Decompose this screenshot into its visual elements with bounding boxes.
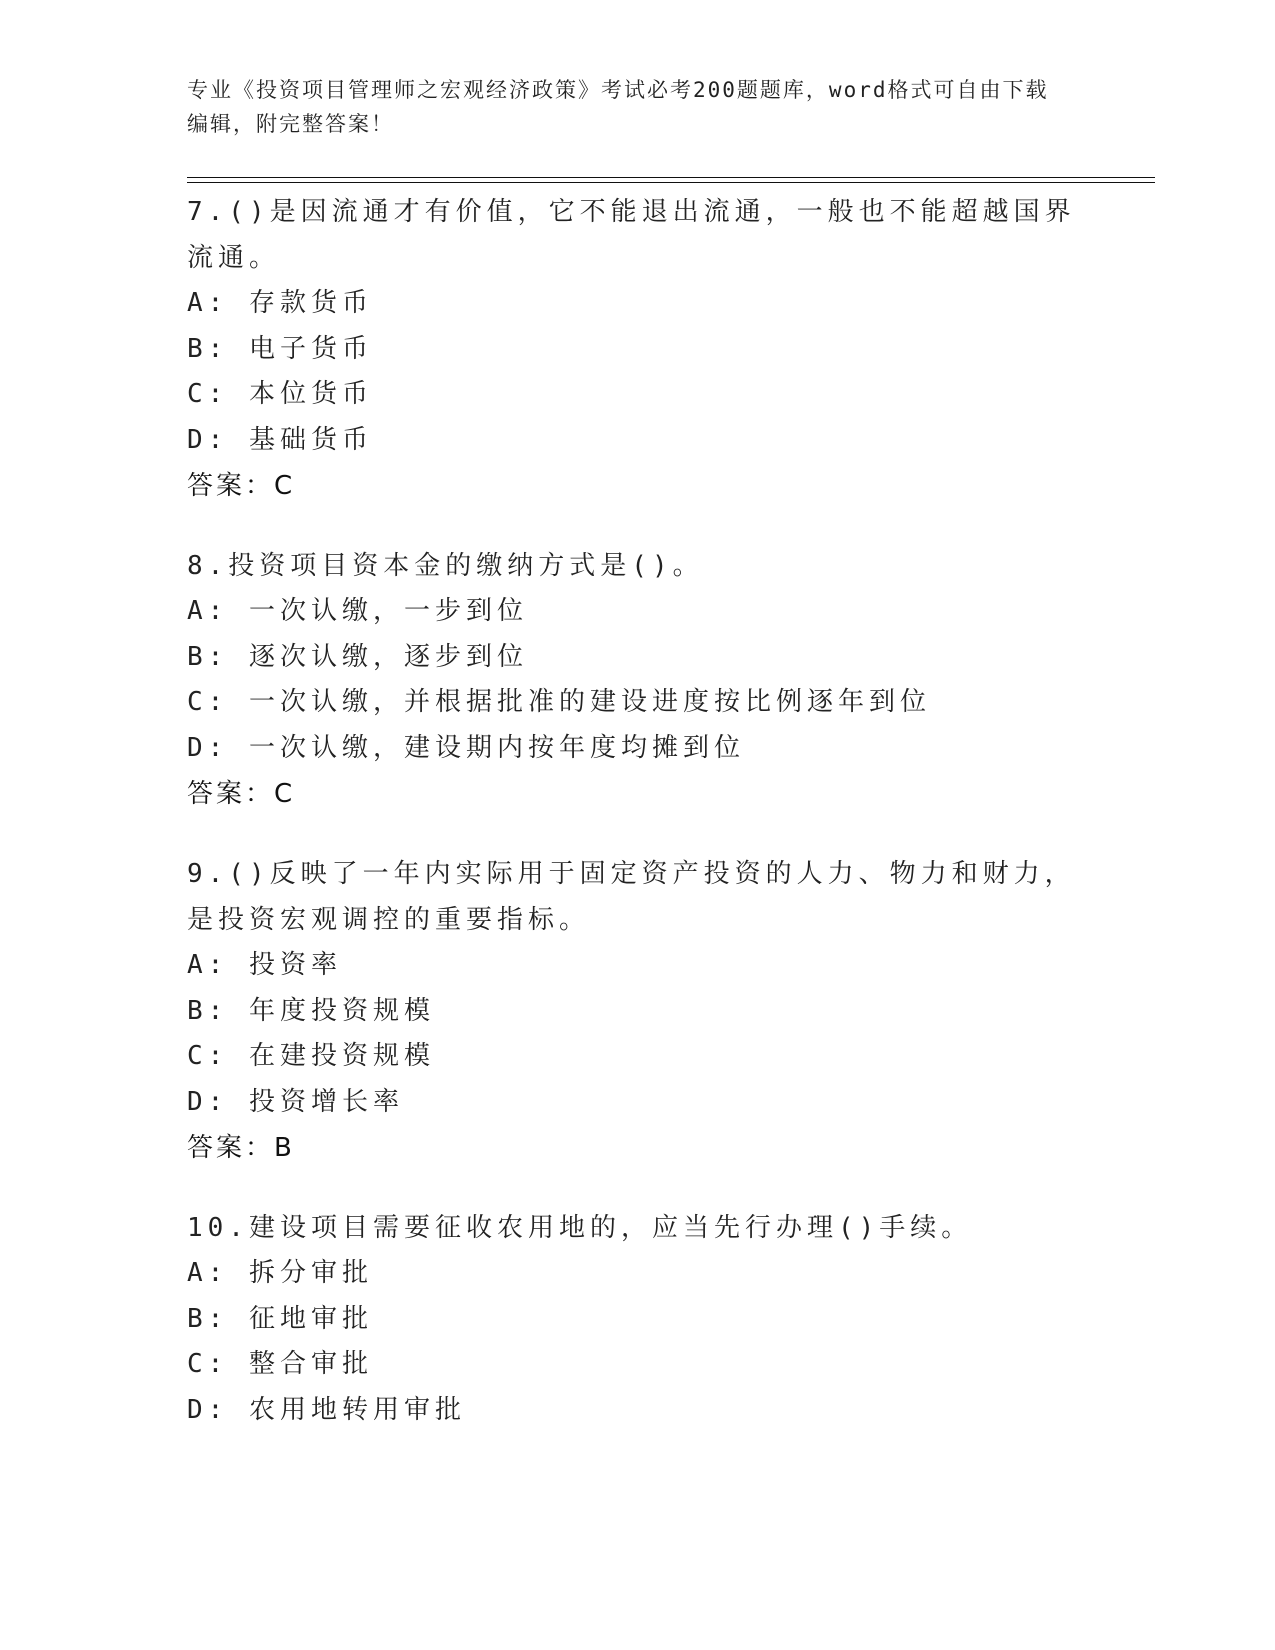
option-c: C: 本位货币 <box>187 379 373 409</box>
header-rule-top <box>187 177 1155 178</box>
option-c: C: 一次认缴，并根据批准的建设进度按比例逐年到位 <box>187 687 931 717</box>
question-7 <box>187 189 1087 509</box>
question-list <box>187 189 1087 1467</box>
question-stem: 8.投资项目资本金的缴纳方式是()。 <box>187 551 704 581</box>
question-stem: 7.()是因流通才有价值，它不能退出流通，一般也不能超越国界流通。 <box>187 197 1076 273</box>
document-header: 专业《投资项目管理师之宏观经济政策》考试必考200题题库，word格式可自由下载编辑，附完整答案！ <box>187 78 1049 136</box>
question-stem: 10.建设项目需要征收农用地的，应当先行办理()手续。 <box>187 1213 973 1243</box>
option-a: A: 存款货币 <box>187 288 373 318</box>
option-b: B: 年度投资规模 <box>187 995 435 1026</box>
question-10 <box>187 1205 1087 1433</box>
option-d: D: 基础货币 <box>187 424 373 455</box>
option-d: D: 农用地转用审批 <box>187 1394 466 1425</box>
question-stem: 9.()反映了一年内实际用于固定资产投资的人力、物力和财力，是投资宏观调控的重要指标。 <box>187 859 1076 935</box>
option-a: A: 拆分审批 <box>187 1258 373 1288</box>
option-c: C: 在建投资规模 <box>187 1041 435 1071</box>
option-b: B: 电子货币 <box>187 333 373 364</box>
option-d: D: 投资增长率 <box>187 1086 404 1117</box>
answer: 答案：C <box>187 471 296 501</box>
option-a: A: 一次认缴，一步到位 <box>187 596 528 626</box>
answer: 答案：B <box>187 1133 295 1163</box>
answer: 答案：C <box>187 779 296 809</box>
header-rule-bottom <box>187 182 1155 183</box>
option-c: C: 整合审批 <box>187 1349 373 1379</box>
option-b: B: 征地审批 <box>187 1303 373 1334</box>
option-b: B: 逐次认缴，逐步到位 <box>187 641 528 672</box>
question-8 <box>187 543 1087 817</box>
question-9 <box>187 851 1087 1171</box>
option-a: A: 投资率 <box>187 950 342 980</box>
option-d: D: 一次认缴，建设期内按年度均摊到位 <box>187 732 745 763</box>
